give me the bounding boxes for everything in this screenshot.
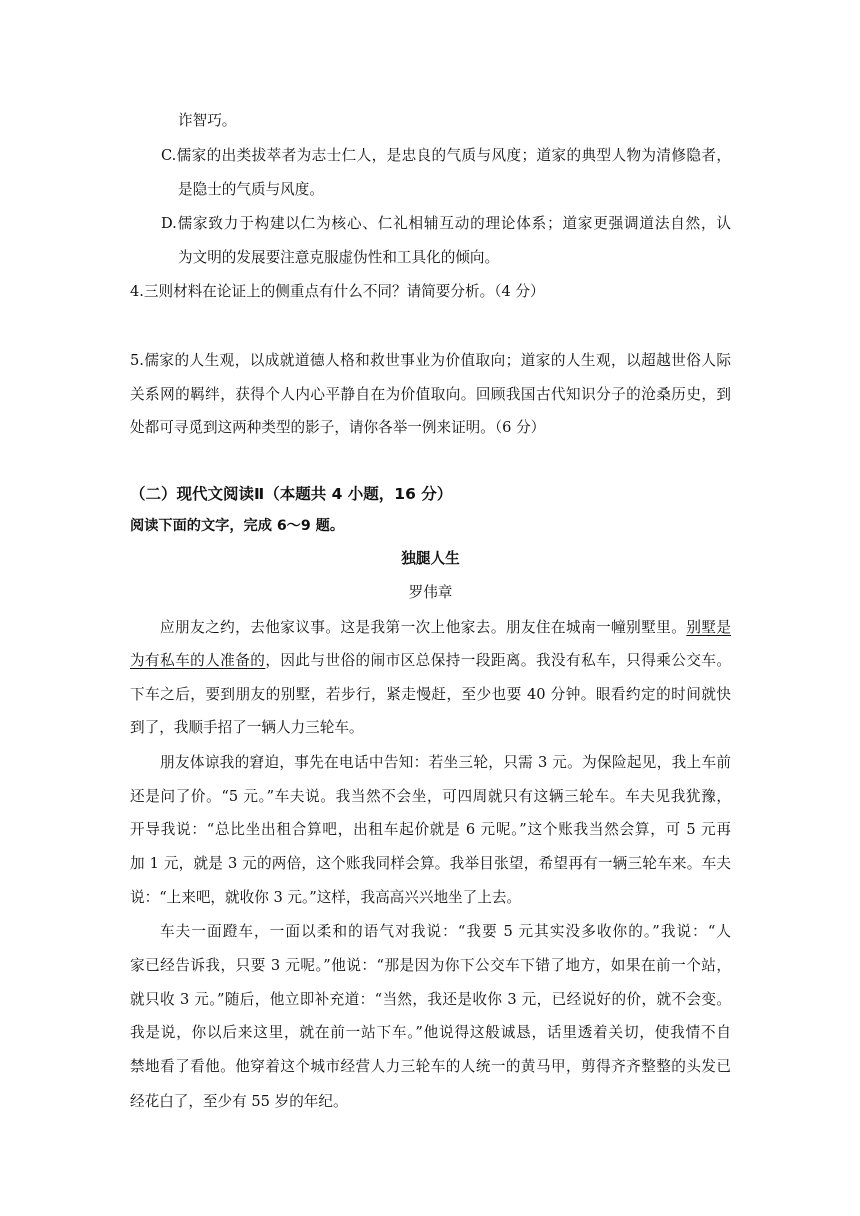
paragraph-2-line-5: 说：“上来吧，就收你 3 元。”这样，我高高兴兴地坐了上去。	[130, 889, 522, 906]
question-4: 4.三则材料在论证上的侧重点有什么不同？请简要分析。（4 分）	[130, 283, 545, 300]
paragraph-3-line-1: 车夫一面蹬车，一面以柔和的语气对我说：“我要 5 元其实没多收你的。”我说：“人	[160, 923, 731, 940]
option-c-line-1: C.儒家的出类拔萃者为志士仁人，是忠良的气质与风度；道家的典型人物为清修隐者，	[161, 147, 731, 164]
paragraph-1-line-2	[130, 651, 731, 671]
option-d-line-2: 为文明的发展要注意克服虚伪性和工具化的倾向。	[178, 249, 500, 266]
paragraph-2-line-1: 朋友体谅我的窘迫，事先在电话中告知：若坐三轮，只需 3 元。为保险起见，我上车前	[160, 754, 731, 771]
question-5-line-1: 5.儒家的人生观，以成就道德人格和救世事业为价值取向；道家的人生观，以超越世俗人际	[130, 352, 731, 369]
paragraph-3-line-6: 经花白了，至少有 55 岁的年纪。	[130, 1093, 348, 1110]
paragraph-3-line-5: 禁地看了看他。他穿着这个城市经营人力三轮车的人统一的黄马甲，剪得齐齐整整的头发已	[130, 1058, 731, 1075]
underlined-phrase-start: 别墅是	[686, 619, 731, 636]
paragraph-3-line-3: 就只收 3 元。”随后，他立即补充道：“当然，我还是收你 3 元，已经说好的价，就不会变。	[130, 991, 731, 1008]
paragraph-2-line-2: 还是问了价。“5 元。”车夫说。我当然不会坐，可四周就只有这辆三轮车。车夫见我犹豫，	[130, 788, 731, 805]
paragraph-1-line-3: 下车之后，要到朋友的别墅，若步行，紧走慢赶，至少也要 40 分钟。眼看约定的时间就快	[130, 686, 731, 703]
paragraph-2-line-3: 开导我说：“总比坐出租合算吧，出租车起价就是 6 元呢。”这个账我当然会算，可 5 元再	[130, 821, 731, 838]
paragraph-1-text: ，因此与世俗的闹市区总保持一段距离。我没有私车，只得乘公交车。	[265, 652, 731, 669]
paragraph-1-line-4: 到了，我顺手招了一辆人力三轮车。	[130, 719, 364, 736]
paragraph-2-line-4: 加 1 元，就是 3 元的两倍，这个账我同样会算。我举目张望，希望再有一辆三轮车来。车夫	[130, 855, 731, 872]
option-c-line-2: 是隐士的气质与风度。	[178, 181, 324, 198]
section-heading: （二）现代文阅读Ⅱ（本题共 4 小题，16 分）	[130, 485, 453, 503]
section-instruction: 阅读下面的文字，完成 6～9 题。	[130, 518, 345, 534]
underlined-phrase-end: 为有私车的人准备的	[130, 652, 266, 669]
option-d-line-1: D.儒家致力于构建以仁为核心、仁礼相辅互动的理论体系；道家更强调道法自然，认	[161, 215, 731, 232]
paragraph-1-line-1	[160, 618, 731, 638]
paragraph-3-line-2: 家已经告诉我，只要 3 元呢。”他说：“那是因为你下公交车下错了地方，如果在前一个站，	[130, 957, 731, 974]
question-5-line-2: 关系网的羁绊，获得个人内心平静自在为价值取向。回顾我国古代知识分子的沧桑历史，到	[130, 386, 731, 403]
paragraph-3-line-4: 我是说，你以后来这里，就在前一站下车。”他说得这般诚恳，话里透着关切，使我情不自	[130, 1024, 731, 1041]
option-b-tail: 诈智巧。	[178, 112, 237, 129]
article-author: 罗伟章	[408, 584, 453, 601]
paragraph-1-text: 应朋友之约，去他家议事。这是我第一次上他家去。朋友住在城南一幢别墅里。	[160, 619, 687, 636]
article-title: 独腿人生	[401, 550, 460, 567]
question-5-line-3: 处都可寻觅到这两种类型的影子，请你各举一例来证明。（6 分）	[130, 419, 546, 436]
